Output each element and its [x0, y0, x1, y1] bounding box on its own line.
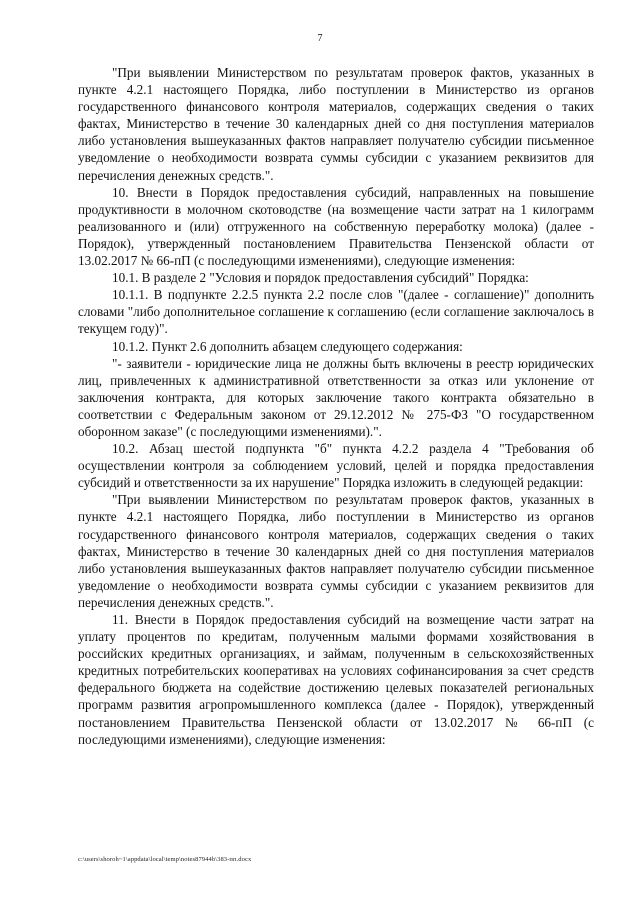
paragraph: "При выявлении Министерством по результатам проверок фактов, указанных в пункте 4.2.1 настоящего Порядка, либо поступлении в Министерство из органов государственного финансового контроля материалов, содержащих сведения о таких фактах, Министерство в течение 30 календарных дней со дня поступления материалов либо установления вышеуказанных фактов направляет получателю субсидии письменное уведомление о необходимости возврата суммы субсидии с указанием реквизитов для перечисления денежных средств.".	[78, 65, 594, 183]
paragraph: "При выявлении Министерством по результатам проверок фактов, указанных в пункте 4.2.1 настоящего Порядка, либо поступлении в Министерство из органов государственного финансового контроля материалов, содержащих сведения о таких фактах, Министерство в течение 30 календарных дней со дня поступления материалов либо установления вышеуказанных фактов направляет получателю субсидии письменное уведомление о необходимости возврата суммы субсидии с указанием реквизитов для перечисления денежных средств.".	[78, 492, 594, 610]
page-number: 7	[317, 33, 323, 44]
paragraph: 10.2. Абзац шестой подпункта "б" пункта 4.2.2 раздела 4 "Требования об осуществлении контроля за соблюдением условий, целей и порядка предоставления субсидий и ответственности за их нарушение" Порядка изложить в следующей редакции:	[78, 441, 594, 491]
paragraph: 10. Внести в Порядок предоставления субсидий, направленных на повышение продуктивности в молочном скотоводстве (на возмещение части затрат на 1 килограмм реализованного и (или) отгруженного на собственную переработку молока) (далее - Порядок), утвержденный постановлением Правительства Пензенской области от 13.02.2017 № 66-пП (с последующими изменениями), следующие изменения:	[78, 184, 594, 269]
file-path-footer: c:\users\shoroh~1\appdata\local\temp\notes87944b\383-пп.docx	[78, 856, 252, 863]
paragraph: 10.1.2. Пункт 2.6 дополнить абзацем следующего содержания:	[112, 338, 463, 354]
document-body	[78, 64, 594, 748]
paragraph: 10.1.1. В подпункте 2.2.5 пункта 2.2 после слов "(далее - соглашение)" дополнить словами "либо дополнительное соглашение к соглашению (если соглашение заключалось в текущем году)".	[78, 287, 594, 337]
paragraph: 11. Внести в Порядок предоставления субсидий на возмещение части затрат на уплату процентов по кредитам, полученным малыми формами хозяйствования в российских кредитных организациях, и займам, полученным в сельскохозяйственных кредитных потребительских кооперативах на условиях софинансирования за счет средств федерального бюджета на содействие достижению целевых показателей региональных программ развития агропромышленного комплекса (далее - Порядок), утвержденный постановлением Правительства Пензенской области от 13.02.2017 № 66-пП (с последующими изменениями), следующие изменения:	[78, 612, 594, 747]
paragraph: 10.1. В разделе 2 "Условия и порядок предоставления субсидий" Порядка:	[112, 270, 529, 286]
paragraph: "- заявители - юридические лица не должны быть включены в реестр юридических лиц, привлеченных к административной ответственности за отказ или уклонение от заключения контракта, для которых заключение такого контракта обязательно в соответствии с Федеральным законом от 29.12.2012 № 275-ФЗ "О государственном оборонном заказе" (с последующими изменениями).".	[78, 355, 594, 439]
